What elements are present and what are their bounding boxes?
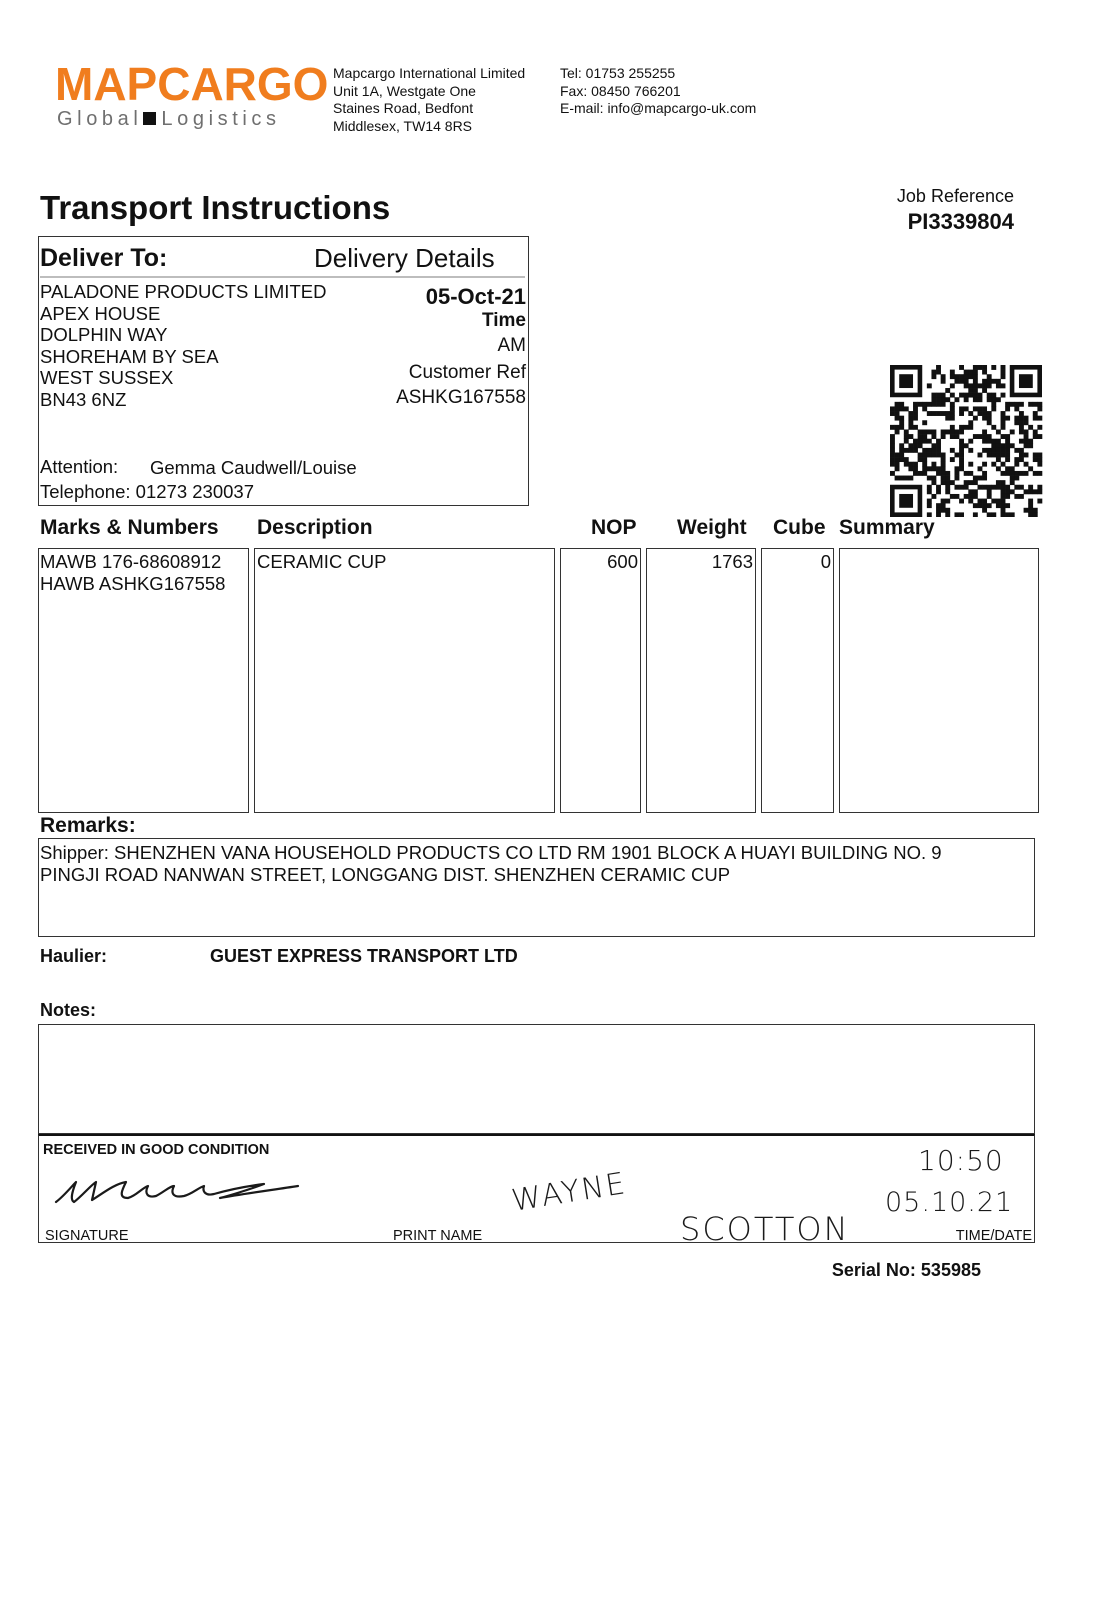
weight-cell [646, 548, 756, 813]
delivery-time-label: Time [481, 310, 526, 331]
col-header-nop: NOP [591, 516, 637, 539]
delivery-details-label: Delivery Details [314, 243, 495, 273]
divider [40, 276, 525, 278]
tagline-right: Logistics [161, 108, 281, 130]
col-header-summary: Summary [839, 516, 935, 539]
col-header-marks: Marks & Numbers [40, 516, 219, 539]
customer-ref-value: ASHKG167558 [396, 387, 526, 408]
cube-cell [761, 548, 834, 813]
contact-tel: Tel: 01753 255255 [560, 65, 676, 81]
weight-value: 1763 [711, 551, 753, 572]
delivery-address-line: WEST SUSSEX [40, 367, 174, 388]
telephone-line [40, 481, 254, 503]
delivery-address-line: SHOREHAM BY SEA [40, 345, 219, 367]
signature-label: SIGNATURE [45, 1228, 129, 1244]
marks-line: MAWB 176-68608912 [40, 551, 222, 572]
remarks-line: PINGJI ROAD NANWAN STREET, LONGGANG DIST. SHENZHEN CERAMIC CUP [40, 863, 731, 885]
nop-value: 600 [607, 551, 638, 572]
job-reference-label: Job Reference [896, 186, 1014, 206]
delivery-time: AM [497, 335, 526, 356]
telephone-value: 01273 230037 [135, 481, 254, 502]
deliver-to-label: Deliver To: [40, 244, 168, 272]
description-text: CERAMIC CUP [257, 551, 387, 572]
time-date-label: TIME/DATE [955, 1228, 1032, 1244]
qr-code-icon [890, 365, 1050, 517]
received-heading: RECEIVED IN GOOD CONDITION [43, 1142, 270, 1158]
marks-line: HAWB ASHKG167558 [40, 572, 226, 594]
job-reference-value: PI3339804 [907, 209, 1014, 234]
serial-value: 535985 [920, 1260, 981, 1280]
attention-label: Attention: [40, 456, 119, 477]
company-address [333, 65, 525, 135]
serial-label: Serial No: [831, 1260, 916, 1280]
summary-cell [839, 548, 1039, 813]
col-header-description: Description [257, 516, 373, 539]
remarks-text [40, 842, 1030, 885]
contact-fax: Fax: 08450 766201 [560, 82, 681, 99]
company-logo-tagline [57, 108, 281, 130]
handwritten-first-name: WAYNE [509, 1166, 630, 1219]
cube-value: 0 [820, 551, 831, 572]
description-cell [254, 548, 555, 813]
delivery-address-line: BN43 6NZ [40, 388, 127, 410]
square-icon [143, 112, 156, 125]
company-logo: MAPCARGO [55, 58, 329, 110]
notes-label: Notes: [40, 1000, 97, 1020]
delivery-address [40, 281, 326, 410]
notes-box [38, 1024, 1035, 1134]
handwritten-last-name: SCOTTON [680, 1210, 850, 1248]
delivery-date: 05-Oct-21 [425, 284, 526, 309]
remarks-label: Remarks: [40, 814, 136, 837]
haulier-label: Haulier: [40, 946, 108, 966]
handwritten-signature [52, 1172, 312, 1212]
contact-email: E-mail: info@mapcargo-uk.com [560, 100, 757, 116]
attention-value: Gemma Caudwell/Louise [150, 457, 357, 478]
handwritten-time: 10:50 [918, 1144, 1004, 1177]
tagline-left: Global [57, 108, 143, 130]
col-header-weight: Weight [677, 516, 747, 539]
company-contact [560, 65, 756, 118]
address-line: Staines Road, Bedfont [333, 100, 474, 116]
customer-ref-label: Customer Ref [408, 362, 526, 383]
handwritten-date: 05.10.21 [885, 1187, 1014, 1218]
haulier-name: GUEST EXPRESS TRANSPORT LTD [210, 946, 518, 966]
delivery-address-line: PALADONE PRODUCTS LIMITED [40, 281, 327, 302]
address-line: Middlesex, TW14 8RS [333, 117, 473, 134]
print-name-label: PRINT NAME [393, 1228, 483, 1244]
page-title: Transport Instructions [40, 189, 391, 226]
address-line: Mapcargo International Limited [333, 65, 526, 81]
nop-cell [560, 548, 641, 813]
remarks-line: Shipper: SHENZHEN VANA HOUSEHOLD PRODUCTS CO LTD RM 1901 BLOCK A HUAYI BUILDING NO. 9 [40, 842, 942, 863]
serial-number [832, 1260, 981, 1281]
marks-text [40, 551, 225, 594]
delivery-address-line: DOLPHIN WAY [40, 324, 168, 345]
telephone-label: Telephone: [40, 481, 131, 502]
delivery-address-line: APEX HOUSE [40, 302, 161, 324]
address-line: Unit 1A, Westgate One [333, 82, 476, 99]
col-header-cube: Cube [773, 516, 826, 539]
